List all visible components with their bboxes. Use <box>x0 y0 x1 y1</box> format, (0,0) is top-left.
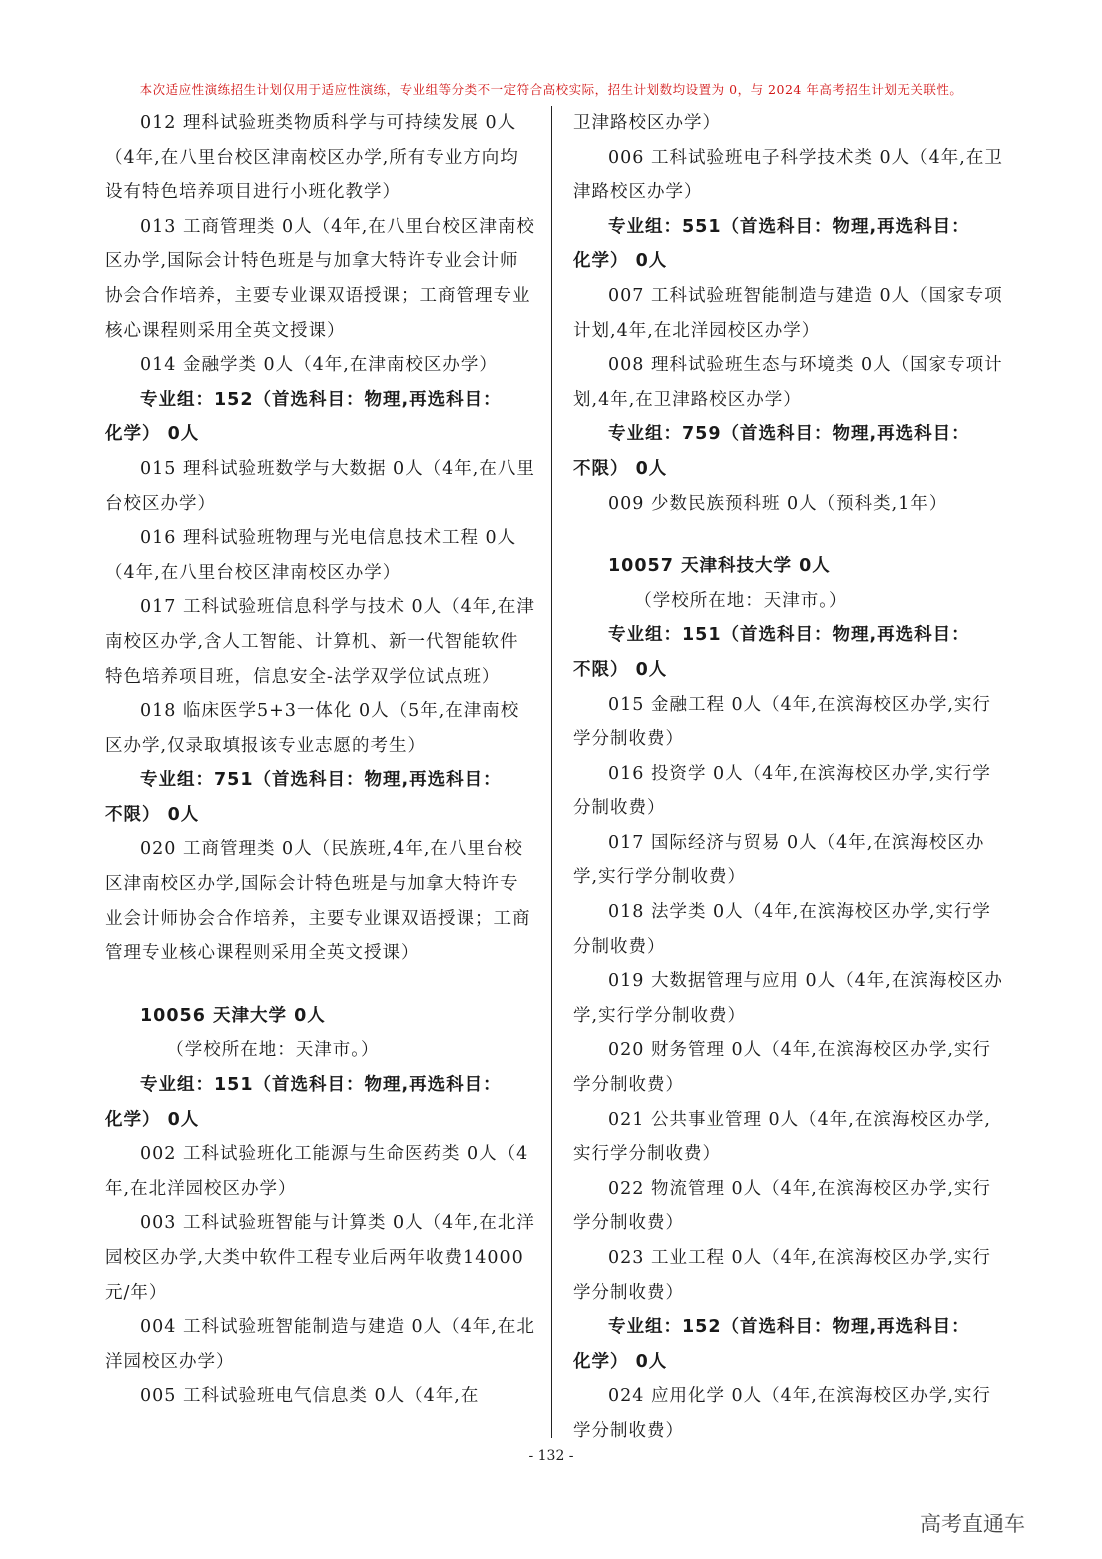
program-entry: 020 工商管理类 0人（民族班,4年,在八里台校区津南校区办学,国际会计特色班是与加拿大特许专业会计师协会合作培养，主要专业课双语授课；工商管理专业核心课程则采用全英文授课） <box>105 839 531 964</box>
major-group-heading-cont: 化学） 0人 <box>105 424 200 445</box>
program-entry: 018 法学类 0人（4年,在滨海校区办学,实行学分制收费） <box>573 902 991 957</box>
program-entry-cont: 卫津路校区办学） <box>573 113 721 133</box>
page-number: - 132 - <box>528 1448 574 1464</box>
university-location: （学校所在地：天津市。） <box>634 590 848 611</box>
major-group-heading-cont: 化学） 0人 <box>573 251 668 272</box>
program-entry: 014 金融学类 0人（4年,在津南校区办学） <box>140 355 498 376</box>
trial-notice: 本次适应性演练招生计划仅用于适应性演练，专业组等分类不一定符合高校实际，招生计划数均设置为 0，与 2024 年高考招生计划无关联性。 <box>139 82 963 97</box>
program-entry: 003 工科试验班智能与计算类 0人（4年,在北洋园校区办学,大类中软件工程专业后两年收费14000元/年） <box>105 1213 535 1303</box>
university-location: （学校所在地：天津市。） <box>166 1040 380 1061</box>
program-entry: 009 少数民族预科班 0人（预科类,1年） <box>608 493 948 514</box>
program-entry: 017 国际经济与贸易 0人（4年,在滨海校区办学,实行学分制收费） <box>573 832 985 888</box>
major-group-heading: 专业组：151（首选科目：物理,再选科目： <box>140 1075 502 1096</box>
major-group-heading: 专业组：759（首选科目：物理,再选科目： <box>608 424 970 445</box>
program-entry: 019 大数据管理与应用 0人（4年,在滨海校区办学,实行学分制收费） <box>573 971 1003 1026</box>
program-entry: 021 公共事业管理 0人（4年,在滨海校区办学,实行学分制收费） <box>573 1109 991 1165</box>
program-entry: 024 应用化学 0人（4年,在滨海校区办学,实行学分制收费） <box>573 1386 991 1441</box>
program-entry: 023 工业工程 0人（4年,在滨海校区办学,实行学分制收费） <box>573 1248 991 1303</box>
program-entry: 018 临床医学5+3一体化 0人（5年,在津南校区办学,仅录取填报该专业志愿的考生） <box>105 701 520 756</box>
source-watermark: 高考直通车 <box>920 1512 1025 1536</box>
program-entry: 006 工科试验班电子科学技术类 0人（4年,在卫津路校区办学） <box>573 147 1003 203</box>
program-entry: 017 工科试验班信息科学与技术 0人（4年,在津南校区办学,含人工智能、计算机、新一代智能软件特色培养项目班，信息安全-法学双学位试点班） <box>105 597 535 687</box>
major-group-heading-cont: 不限） 0人 <box>105 804 200 825</box>
major-group-heading-cont: 化学） 0人 <box>573 1351 668 1372</box>
major-group-heading-cont: 化学） 0人 <box>105 1109 200 1130</box>
program-entry: 004 工科试验班智能制造与建造 0人（4年,在北洋园校区办学） <box>105 1317 535 1372</box>
program-entry: 015 理科试验班数学与大数据 0人（4年,在八里台校区办学） <box>105 458 535 514</box>
program-entry: 022 物流管理 0人（4年,在滨海校区办学,实行学分制收费） <box>573 1178 991 1234</box>
major-group-heading: 专业组：551（首选科目：物理,再选科目： <box>608 216 970 237</box>
program-entry: 013 工商管理类 0人（4年,在八里台校区津南校区办学,国际会计特色班是与加拿大特许专业会计师协会合作培养，主要专业课双语授课；工商管理专业核心课程则采用全英文授课） <box>105 216 535 341</box>
right-column <box>573 106 1003 1449</box>
major-group-heading: 专业组：152（首选科目：物理,再选科目： <box>140 389 502 410</box>
major-group-heading: 专业组：152（首选科目：物理,再选科目： <box>608 1317 970 1338</box>
program-entry: 015 金融工程 0人（4年,在滨海校区办学,实行学分制收费） <box>573 694 991 750</box>
program-entry: 020 财务管理 0人（4年,在滨海校区办学,实行学分制收费） <box>573 1040 991 1096</box>
program-entry: 007 工科试验班智能制造与建造 0人（国家专项计划,4年,在北洋园校区办学） <box>573 285 1003 341</box>
program-entry: 012 理科试验班类物质科学与可持续发展 0人（4年,在八里台校区津南校区办学,所有专业方向均设有特色培养项目进行小班化教学） <box>105 113 519 203</box>
program-entry: 008 理科试验班生态与环境类 0人（国家专项计划,4年,在卫津路校区办学） <box>573 355 1003 410</box>
university-heading: 10056 天津大学 0人 <box>140 1005 326 1026</box>
program-entry: 016 理科试验班物理与光电信息技术工程 0人（4年,在八里台校区津南校区办学） <box>105 528 517 583</box>
university-heading: 10057 天津科技大学 0人 <box>608 556 831 577</box>
major-group-heading: 专业组：151（首选科目：物理,再选科目： <box>608 625 970 646</box>
left-column <box>105 106 535 1414</box>
column-divider <box>551 106 552 1438</box>
program-entry: 005 工科试验班电气信息类 0人（4年,在 <box>140 1386 480 1407</box>
major-group-heading: 专业组：751（首选科目：物理,再选科目： <box>140 770 502 791</box>
major-group-heading-cont: 不限） 0人 <box>573 458 668 479</box>
program-entry: 016 投资学 0人（4年,在滨海校区办学,实行学分制收费） <box>573 763 991 819</box>
major-group-heading-cont: 不限） 0人 <box>573 659 668 680</box>
program-entry: 002 工科试验班化工能源与生命医药类 0人（4年,在北洋园校区办学） <box>105 1144 529 1199</box>
